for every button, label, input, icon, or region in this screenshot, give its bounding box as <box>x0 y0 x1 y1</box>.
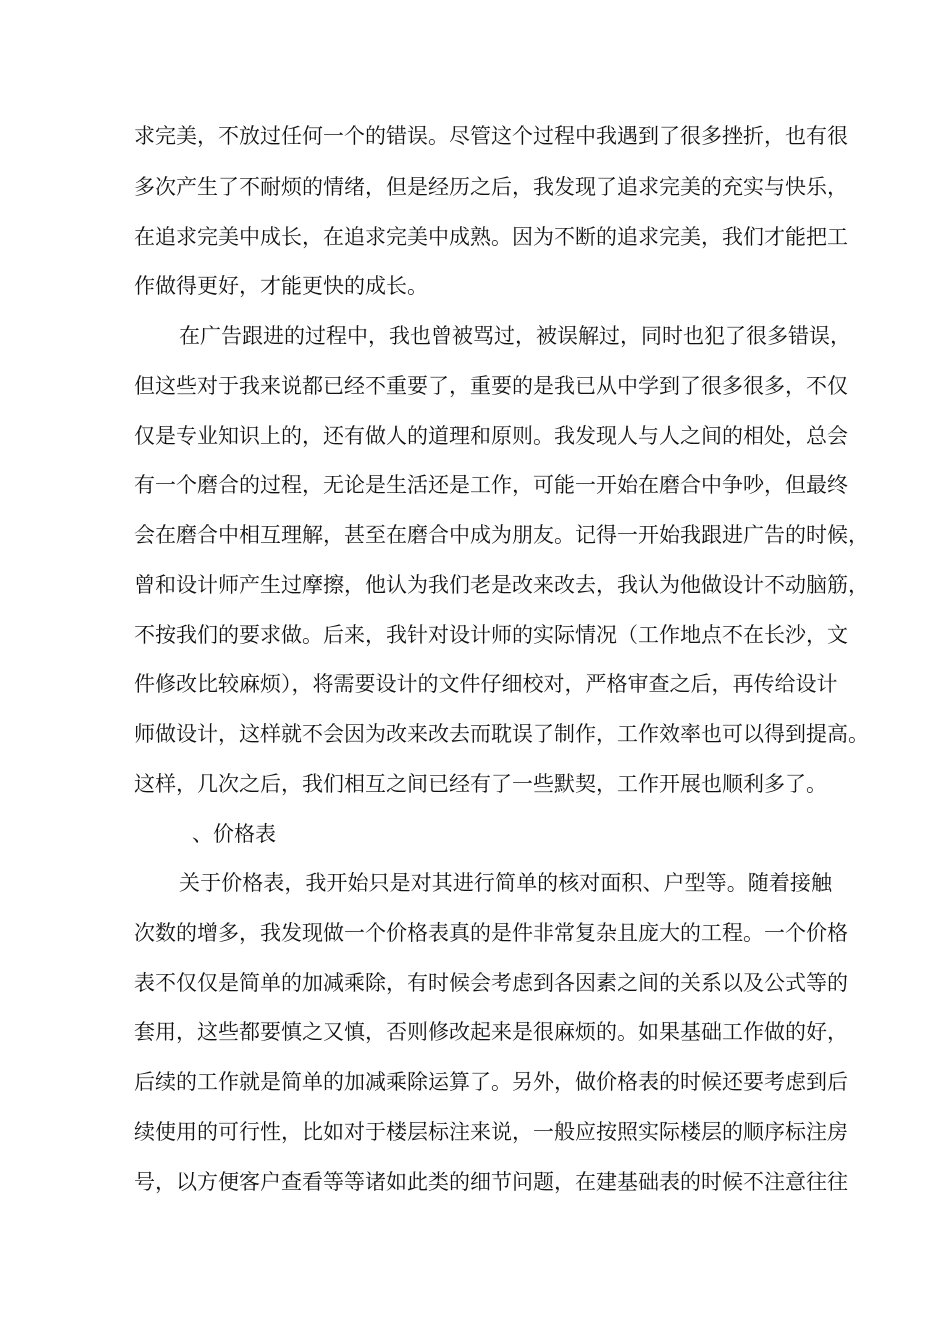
text-line: 作做得更好，才能更快的成长。 <box>134 274 428 298</box>
section-heading: 、价格表 <box>192 822 276 846</box>
text-line: 关于价格表，我开始只是对其进行简单的核对面积、户型等。随着接触 <box>179 871 832 895</box>
text-line: 件修改比较麻烦），将需要设计的文件仔细校对，严格审查之后，再传给设计 <box>134 672 838 696</box>
text-line: 后续的工作就是简单的加减乘除运算了。另外，做价格表的时候还要考虑到后 <box>134 1070 848 1094</box>
text-line: 多次产生了不耐烦的情绪，但是经历之后，我发现了追求完美的充实与快乐， <box>134 175 848 199</box>
text-line: 在追求完美中成长，在追求完美中成熟。因为不断的追求完美，我们才能把工 <box>134 225 848 249</box>
text-line: 号，以方便客户查看等等诸如此类的细节问题，在建基础表的时候不注意往往 <box>134 1170 848 1194</box>
text-line: 曾和设计师产生过摩擦，他认为我们老是改来改去，我认为他做设计不动脑筋， <box>134 573 869 597</box>
text-line: 求完美，不放过任何一个的错误。尽管这个过程中我遇到了很多挫折，也有很 <box>134 124 848 148</box>
text-line: 在广告跟进的过程中，我也曾被骂过，被误解过，同时也犯了很多错误， <box>179 324 851 348</box>
text-line: 这样，几次之后，我们相互之间已经有了一些默契，工作开展也顺利多了。 <box>134 772 827 796</box>
text-line: 不按我们的要求做。后来，我针对设计师的实际情况（工作地点不在长沙，文 <box>134 623 848 647</box>
text-line: 套用，这些都要慎之又慎，否则修改起来是很麻烦的。如果基础工作做的好， <box>134 1020 848 1044</box>
text-line: 有一个磨合的过程，无论是生活还是工作，可能一开始在磨合中争吵，但最终 <box>134 473 848 497</box>
text-line: 会在磨合中相互理解，甚至在磨合中成为朋友。记得一开始我跟进广告的时候， <box>134 523 869 547</box>
text-line: 但这些对于我来说都已经不重要了，重要的是我已从中学到了很多很多，不仅 <box>134 374 848 398</box>
text-line: 师做设计，这样就不会因为改来改去而耽误了制作，工作效率也可以得到提高。 <box>134 722 869 746</box>
text-line: 续使用的可行性，比如对于楼层标注来说，一般应按照实际楼层的顺序标注房 <box>134 1120 848 1144</box>
text-line: 表不仅仅是简单的加减乘除，有时候会考虑到各因素之间的关系以及公式等的 <box>134 971 848 995</box>
text-line: 仅是专业知识上的，还有做人的道理和原则。我发现人与人之间的相处，总会 <box>134 424 848 448</box>
text-line: 次数的增多，我发现做一个价格表真的是件非常复杂且庞大的工程。一个价格 <box>134 921 848 945</box>
